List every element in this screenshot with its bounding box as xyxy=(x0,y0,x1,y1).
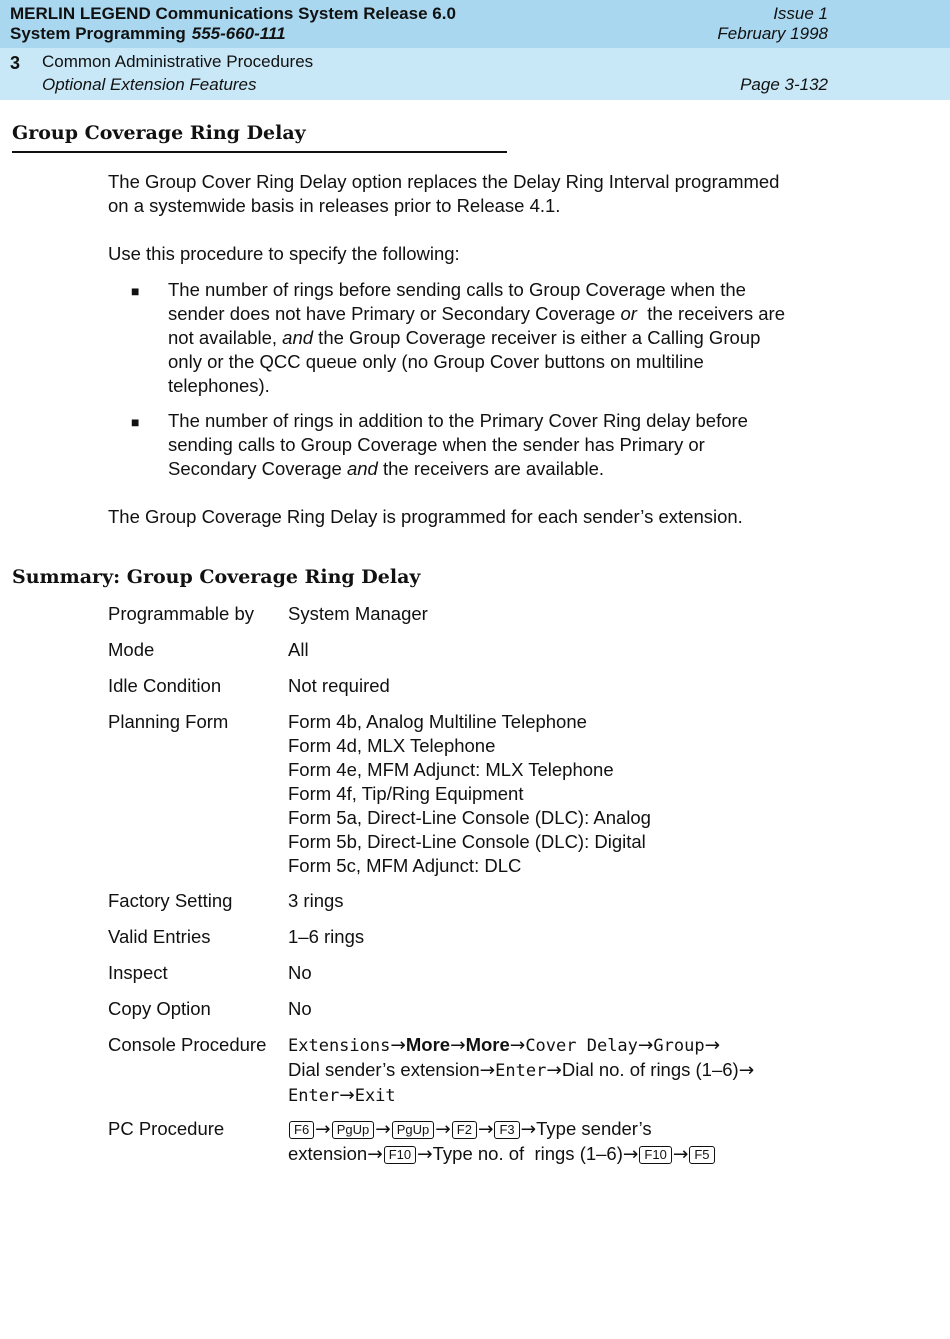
summary-title: Summary: Group Coverage Ring Delay xyxy=(12,566,421,588)
document-title: MERLIN LEGEND Communications System Release 6.0 xyxy=(10,4,456,23)
enter-softkey: Enter xyxy=(495,1061,547,1081)
arrow-icon: → xyxy=(520,1119,537,1140)
arrow-icon: → xyxy=(390,1035,406,1056)
pc-procedure-steps xyxy=(288,1117,848,1167)
idle-condition-value: Not required xyxy=(288,675,390,696)
planning-form-item: Form 4d, MLX Telephone xyxy=(288,735,496,756)
arrow-icon: → xyxy=(450,1035,466,1056)
arrow-icon: → xyxy=(546,1060,562,1081)
arrow-icon: → xyxy=(738,1060,755,1081)
arrow-icon: → xyxy=(477,1119,494,1140)
inspect-label: Inspect xyxy=(108,962,168,983)
chapter-title: Common Administrative Procedures xyxy=(42,52,314,71)
issue-label: Issue 1 xyxy=(773,4,828,23)
bullet-item-2: The number of rings in addition to the Primary Cover Ring delay before sending calls to Group Coverage when the sender has Primary or Secondary Coverage and the receivers are available. xyxy=(168,410,748,479)
valid-entries-label: Valid Entries xyxy=(108,926,211,947)
more-button: More xyxy=(465,1034,510,1055)
f10-key-icon: F10 xyxy=(639,1146,671,1164)
cover-delay-softkey: Cover Delay xyxy=(525,1036,638,1056)
pgup-key-icon: PgUp xyxy=(392,1121,435,1139)
programmable-by-label: Programmable by xyxy=(108,603,255,624)
exit-softkey: Exit xyxy=(354,1086,396,1106)
extension-step: extension xyxy=(288,1143,368,1164)
arrow-icon: → xyxy=(672,1144,689,1165)
page-number: Page 3-132 xyxy=(740,75,828,94)
planning-form-list xyxy=(288,710,848,878)
f3-key-icon: F3 xyxy=(494,1121,519,1139)
planning-form-item: Form 5a, Direct-Line Console (DLC): Analog xyxy=(288,807,651,828)
mode-label: Mode xyxy=(108,639,155,660)
factory-setting-value: 3 rings xyxy=(288,890,344,911)
f5-key-icon: F5 xyxy=(689,1146,714,1164)
group-softkey: Group xyxy=(653,1036,705,1056)
arrow-icon: → xyxy=(367,1144,383,1165)
factory-setting-label: Factory Setting xyxy=(108,890,233,911)
console-procedure-label: Console Procedure xyxy=(108,1034,267,1055)
console-procedure-steps xyxy=(288,1033,848,1108)
bullet-marker: ■ xyxy=(131,414,140,430)
issue-date: February 1998 xyxy=(717,24,828,43)
inspect-value: No xyxy=(288,962,312,983)
enter-softkey: Enter xyxy=(288,1086,340,1106)
planning-form-item: Form 5c, MFM Adjunct: DLC xyxy=(288,855,522,876)
more-button: More xyxy=(405,1034,451,1055)
use-paragraph: Use this procedure to specify the following: xyxy=(108,243,460,264)
copy-option-label: Copy Option xyxy=(108,998,211,1019)
dial-rings-step: Dial no. of rings (1–6) xyxy=(561,1059,739,1080)
intro-paragraph: The Group Cover Ring Delay option replaces the Delay Ring Interval programmed on a systemwide basis in releases prior to Release 4.1. xyxy=(108,171,780,216)
extensions-softkey: Extensions xyxy=(288,1036,391,1056)
valid-entries-value: 1–6 rings xyxy=(288,926,365,947)
arrow-icon: → xyxy=(417,1144,433,1165)
programmable-by-value: System Manager xyxy=(288,603,428,624)
document-number: 555-660-111 xyxy=(191,24,286,43)
arrow-icon: → xyxy=(375,1119,391,1140)
idle-condition-label: Idle Condition xyxy=(108,675,222,696)
f6-key-icon: F6 xyxy=(289,1121,314,1139)
arrow-icon: → xyxy=(435,1119,451,1140)
arrow-icon: → xyxy=(339,1085,355,1106)
planning-form-label: Planning Form xyxy=(108,711,229,732)
section-title-rule xyxy=(12,151,507,153)
mode-value: All xyxy=(288,639,309,660)
dial-extension-step: Dial sender’s extension xyxy=(288,1059,480,1080)
planning-form-item: Form 4b, Analog Multiline Telephone xyxy=(288,711,587,732)
planning-form-item: Form 4e, MFM Adjunct: MLX Telephone xyxy=(288,759,614,780)
f10-key-icon: F10 xyxy=(384,1146,416,1164)
arrow-icon: → xyxy=(637,1035,654,1056)
f2-key-icon: F2 xyxy=(452,1121,477,1139)
arrow-icon: → xyxy=(704,1035,721,1056)
closing-paragraph: The Group Coverage Ring Delay is programmed for each sender’s extension. xyxy=(108,506,743,527)
arrow-icon: → xyxy=(509,1035,526,1056)
document-subtitle: System Programming 555-660-111 xyxy=(10,24,286,43)
planning-form-item: Form 4f, Tip/Ring Equipment xyxy=(288,783,524,804)
pgup-key-icon: PgUp xyxy=(332,1121,375,1139)
section-title: Group Coverage Ring Delay xyxy=(12,122,306,144)
page-header xyxy=(0,0,950,100)
arrow-icon: → xyxy=(622,1144,639,1165)
pc-procedure-label: PC Procedure xyxy=(108,1118,225,1139)
bullet-item-1: The number of rings before sending calls to Group Coverage when the sender does not have Primary or Secondary Coverage or the receivers are not available, and the Group Coverage receiver is either a Calling Group only or the QCC queue only (no Group Cover buttons on multiline telephones). xyxy=(168,279,785,396)
type-rings-step: Type no. of rings (1–6) xyxy=(432,1143,623,1164)
copy-option-value: No xyxy=(288,998,312,1019)
planning-form-item: Form 5b, Direct-Line Console (DLC): Digital xyxy=(288,831,646,852)
chapter-number: 3 xyxy=(10,53,21,73)
section-name: Optional Extension Features xyxy=(42,75,257,94)
arrow-icon: → xyxy=(315,1119,331,1140)
bullet-marker: ■ xyxy=(131,283,140,299)
arrow-icon: → xyxy=(479,1060,496,1081)
type-sender-step: Type sender’s xyxy=(536,1118,652,1139)
